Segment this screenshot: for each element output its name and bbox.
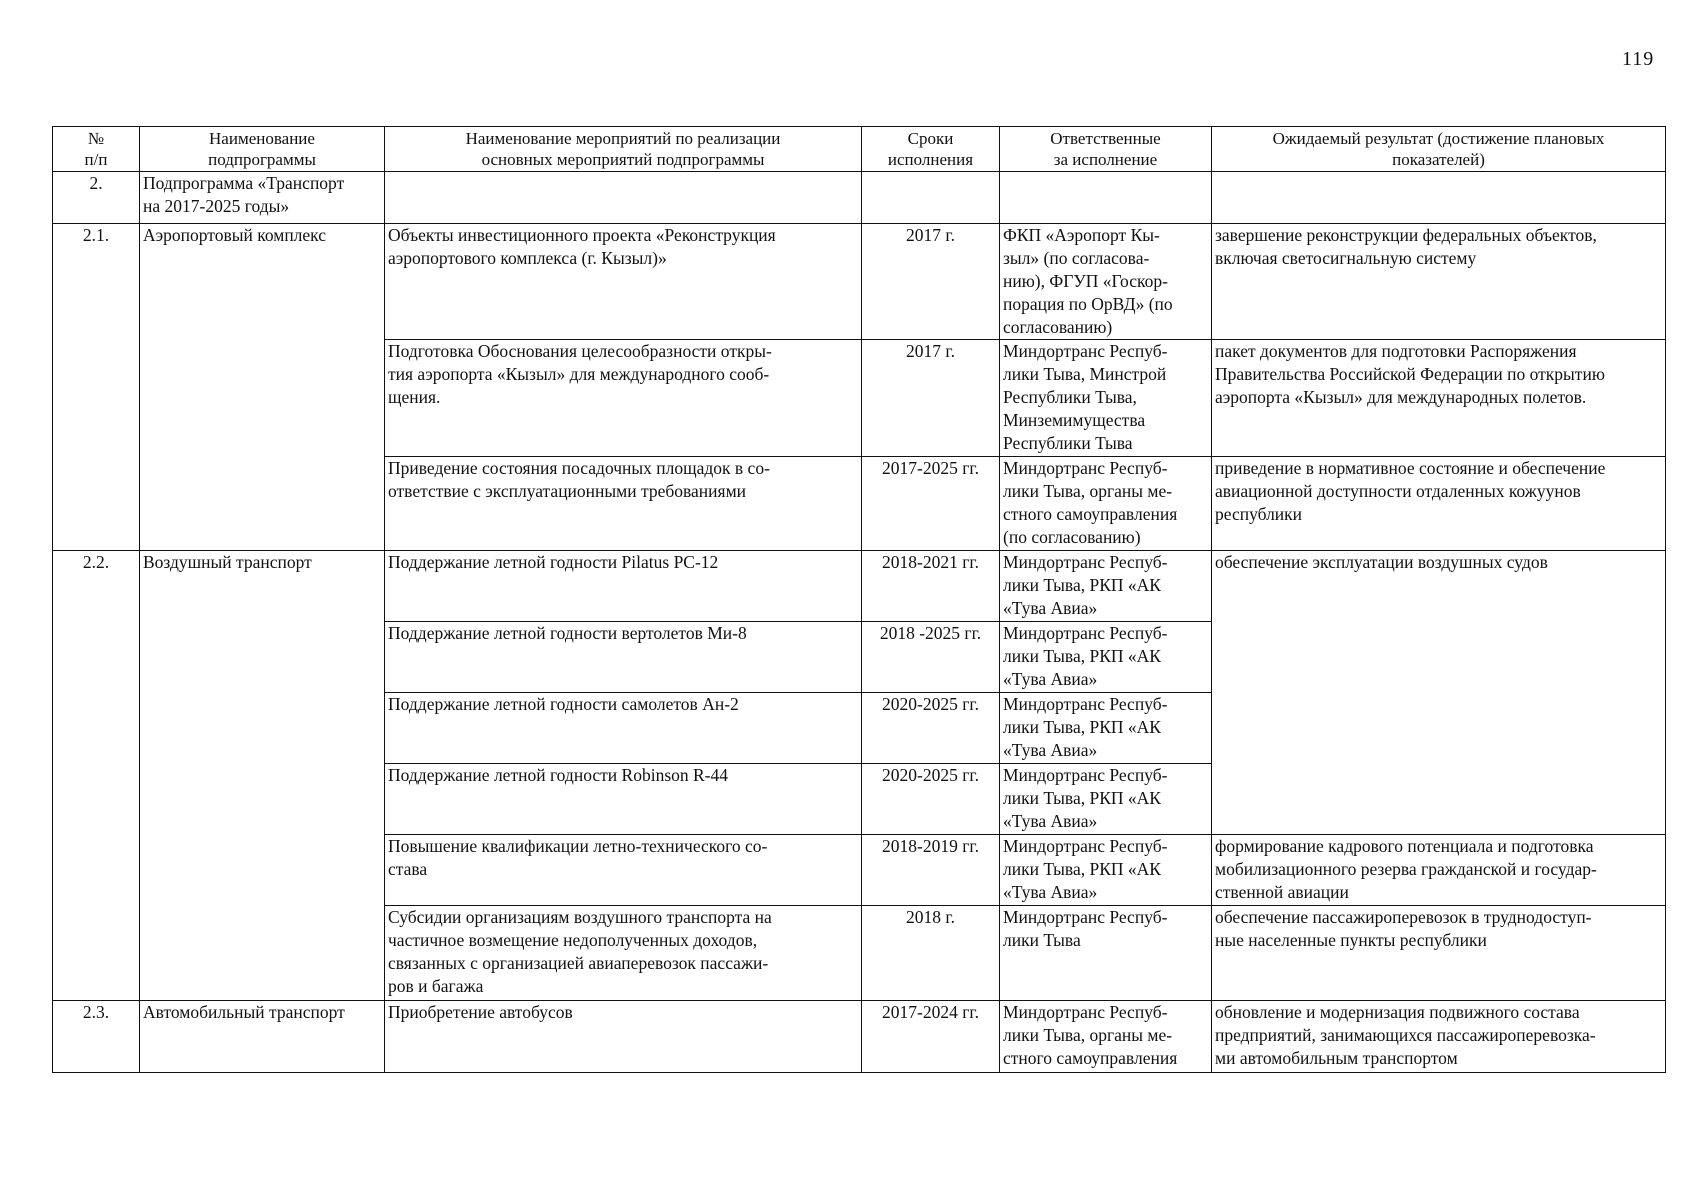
measure-cell: Повышение квалификации летно-технического со- става: [385, 835, 862, 906]
term-cell: 2018 г.: [862, 906, 1000, 1001]
responsible-cell: Миндортранс Респуб- лики Тыва, РКП «АК «Тува Авиа»: [1000, 551, 1212, 622]
measure-cell: Приведение состояния посадочных площадок в со- ответствие с эксплуатационными требованиями: [385, 457, 862, 551]
measure-cell: Поддержание летной годности Robinson R-44: [385, 764, 862, 835]
term-cell: 2018-2019 гг.: [862, 835, 1000, 906]
page-number: 119: [1622, 48, 1655, 70]
responsible-cell: ФКП «Аэропорт Кы- зыл» (по согласова- нию), ФГУП «Госкор- порация по ОрВД» (по согласованию): [1000, 224, 1212, 340]
empty-cell: [1000, 172, 1212, 224]
responsible-cell: Миндортранс Респуб- лики Тыва: [1000, 906, 1212, 1001]
term-cell: 2020-2025 гг.: [862, 693, 1000, 764]
responsible-cell: Миндортранс Респуб- лики Тыва, РКП «АК «Тува Авиа»: [1000, 835, 1212, 906]
responsible-cell: Миндортранс Респуб- лики Тыва, РКП «АК «Тува Авиа»: [1000, 622, 1212, 693]
header-subprogram: Наименование подпрограммы: [140, 127, 385, 172]
header-terms: Сроки исполнения: [862, 127, 1000, 172]
measure-cell: Подготовка Обоснования целесообразности откры- тия аэропорта «Кызыл» для международного сооб- щения.: [385, 340, 862, 457]
header-num: № п/п: [53, 127, 140, 172]
measures-table: [52, 126, 1666, 1073]
group-name: Аэропортовый комплекс: [140, 224, 385, 551]
subprogram-name: Подпрограмма «Транспорт на 2017-2025 годы»: [140, 172, 385, 224]
header-responsible: Ответственные за исполнение: [1000, 127, 1212, 172]
group-name: Воздушный транспорт: [140, 551, 385, 1001]
result-cell: формирование кадрового потенциала и подготовка мобилизационного резерва гражданской и государ- ственной авиации: [1212, 835, 1666, 906]
measure-cell: Поддержание летной годности самолетов Ан-2: [385, 693, 862, 764]
empty-cell: [385, 172, 862, 224]
measure-cell: Приобретение автобусов: [385, 1001, 862, 1073]
result-cell: обеспечение эксплуатации воздушных судов: [1212, 551, 1666, 835]
term-cell: 2017-2025 гг.: [862, 457, 1000, 551]
term-cell: 2018-2021 гг.: [862, 551, 1000, 622]
table-header-row: [53, 127, 1666, 172]
table-row: [53, 1001, 1666, 1073]
term-cell: 2020-2025 гг.: [862, 764, 1000, 835]
responsible-cell: Миндортранс Респуб- лики Тыва, Минстрой Республики Тыва, Минземимущества Республики Тыва: [1000, 340, 1212, 457]
measure-cell: Объекты инвестиционного проекта «Реконструкция аэропортового комплекса (г. Кызыл)»: [385, 224, 862, 340]
group-num: 2.1.: [53, 224, 140, 551]
measure-cell: Субсидии организациям воздушного транспорта на частичное возмещение недополученных доходов, связанных с организацией авиаперевозок пассажи- ров и багажа: [385, 906, 862, 1001]
result-cell: пакет документов для подготовки Распоряжения Правительства Российской Федерации по открытию аэропорта «Кызыл» для международных полетов.: [1212, 340, 1666, 457]
result-cell: обновление и модернизация подвижного состава предприятий, занимающихся пассажироперевозка- ми автомобильным транспортом: [1212, 1001, 1666, 1073]
empty-cell: [1212, 172, 1666, 224]
group-num: 2.2.: [53, 551, 140, 1001]
result-cell: приведение в нормативное состояние и обеспечение авиационной доступности отдаленных кожуунов республики: [1212, 457, 1666, 551]
empty-cell: [862, 172, 1000, 224]
term-cell: 2017-2024 гг.: [862, 1001, 1000, 1073]
measure-cell: Поддержание летной годности вертолетов Ми-8: [385, 622, 862, 693]
responsible-cell: Миндортранс Респуб- лики Тыва, РКП «АК «Тува Авиа»: [1000, 764, 1212, 835]
group-name: Автомобильный транспорт: [140, 1001, 385, 1073]
term-cell: 2018 -2025 гг.: [862, 622, 1000, 693]
header-measures: Наименование мероприятий по реализации основных мероприятий подпрограммы: [385, 127, 862, 172]
term-cell: 2017 г.: [862, 340, 1000, 457]
measure-cell: Поддержание летной годности Pilatus PC-12: [385, 551, 862, 622]
responsible-cell: Миндортранс Респуб- лики Тыва, РКП «АК «Тува Авиа»: [1000, 693, 1212, 764]
table-row: [53, 551, 1666, 622]
responsible-cell: Миндортранс Респуб- лики Тыва, органы ме- стного самоуправления: [1000, 1001, 1212, 1073]
table-row: [53, 224, 1666, 340]
header-result: Ожидаемый результат (достижение плановых показателей): [1212, 127, 1666, 172]
result-cell: завершение реконструкции федеральных объектов, включая светосигнальную систему: [1212, 224, 1666, 340]
subprogram-num: 2.: [53, 172, 140, 224]
result-cell: обеспечение пассажироперевозок в труднодоступ- ные населенные пункты республики: [1212, 906, 1666, 1001]
group-num: 2.3.: [53, 1001, 140, 1073]
responsible-cell: Миндортранс Респуб- лики Тыва, органы ме- стного самоуправления (по согласованию): [1000, 457, 1212, 551]
subprogram-row: [53, 172, 1666, 224]
term-cell: 2017 г.: [862, 224, 1000, 340]
